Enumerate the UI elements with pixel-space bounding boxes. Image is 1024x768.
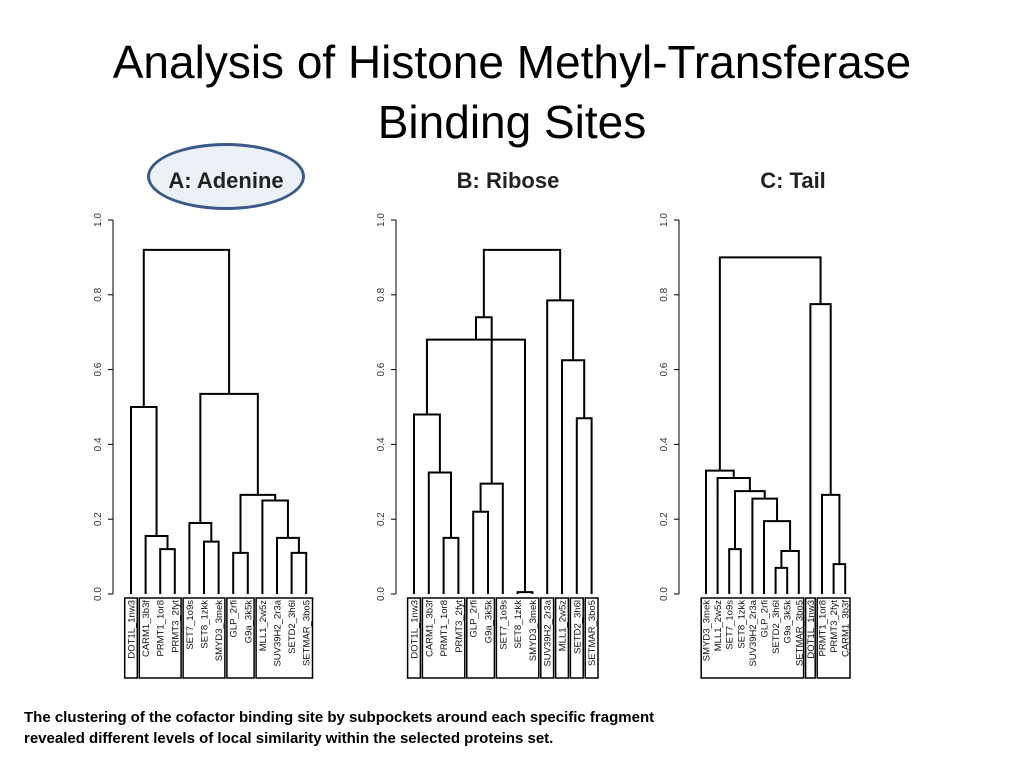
dendrogram-link xyxy=(481,484,503,594)
caption-line-1: The clustering of the cofactor binding site by subpockets around each specific fragment xyxy=(24,709,655,726)
dendrogram-link xyxy=(277,538,299,594)
leaf-label: PRMT1_1or8 xyxy=(155,600,167,657)
leaf-label: SET7_1o9s xyxy=(724,600,736,650)
y-tick-label: 1.0 xyxy=(376,213,387,227)
leaf-label: SMYD3_3mek xyxy=(527,600,539,662)
dendrogram-link xyxy=(204,542,219,594)
leaf-label: PRMT3_2fyt xyxy=(170,600,182,653)
leaf-label: SET7_1o9s xyxy=(498,600,510,650)
caption-line-2: revealed different levels of local similarity within the selected proteins set. xyxy=(24,730,554,747)
leaf-label: PRMT1_1or8 xyxy=(817,600,829,657)
dendrogram-link xyxy=(414,414,440,594)
leaf-label: SET8_1zkk xyxy=(199,600,211,649)
title-line-2: Binding Sites xyxy=(377,96,647,148)
leaf-label: SETMAR_3bo5 xyxy=(794,600,806,667)
y-tick-label: 0.6 xyxy=(659,362,670,377)
dendrogram-link xyxy=(429,472,451,594)
dendrogram-link xyxy=(292,553,307,594)
leaf-label: MLL1_2w5z xyxy=(257,600,269,652)
leaf-label: SETMAR_3bo5 xyxy=(587,600,599,667)
dendrogram-link xyxy=(834,564,846,594)
y-tick-label: 1.0 xyxy=(93,213,104,227)
y-tick-label: 0.4 xyxy=(659,437,670,452)
y-tick-label: 0.4 xyxy=(376,437,387,452)
dendrogram-link xyxy=(718,478,750,594)
dendrogram-link xyxy=(577,418,592,594)
leaf-label: SUV39H2_2r3a xyxy=(542,600,554,667)
leaf-label: SETMAR_3bo5 xyxy=(301,600,313,667)
dendrogram-link xyxy=(233,553,248,594)
leaf-label: MLL1_2w5z xyxy=(557,600,569,652)
y-tick-label: 0.6 xyxy=(376,362,387,377)
leaf-label: PRMT1_1or8 xyxy=(439,600,451,657)
leaf-label: PRMT3_2fyt xyxy=(453,600,465,653)
leaf-label: SMYD3_3mek xyxy=(701,600,713,662)
leaf-label: DOT1L_1nw3 xyxy=(409,600,421,659)
dendrogram-link xyxy=(200,394,257,523)
dendrogram-link xyxy=(764,521,790,594)
y-tick-label: 0.2 xyxy=(93,512,104,527)
title-line-1: Analysis of Histone Methyl-Transferase xyxy=(112,36,912,88)
dendrogram-link xyxy=(473,512,488,594)
dendrogram-link xyxy=(241,495,276,553)
dendrogram-link xyxy=(729,549,741,594)
leaf-label: SETD2_3h6l xyxy=(572,600,584,654)
leaf-label: SUV39H2_2r3a xyxy=(272,600,284,667)
y-tick-label: 0.2 xyxy=(659,512,670,527)
dendrogram-link xyxy=(476,317,492,483)
leaf-label: CARM1_3b3f xyxy=(141,600,153,658)
leaf-label: SUV39H2_2r3a xyxy=(747,600,759,667)
y-tick-label: 0.0 xyxy=(93,587,104,601)
dendrogram-link xyxy=(822,495,839,594)
leaf-label: CARM1_3b3f xyxy=(840,600,852,658)
y-tick-label: 0.8 xyxy=(93,287,104,302)
dendrogram-link xyxy=(518,592,533,594)
leaf-label: G9a_3k5k xyxy=(483,600,495,644)
leaf-label: SET8_1zkk xyxy=(736,600,748,649)
dendrogram-link xyxy=(781,551,798,594)
leaf-label: PRMT3_2fyt xyxy=(829,600,841,653)
panel-title-tail: C: Tail xyxy=(760,168,826,193)
dendrogram-link xyxy=(189,523,211,594)
dendrogram-link xyxy=(547,300,573,594)
leaf-label: GLP_2rfi xyxy=(468,600,480,638)
dendrogram-link xyxy=(810,304,830,594)
leaf-label: SMYD3_3mek xyxy=(214,600,226,662)
dendrogram-link xyxy=(144,250,229,407)
y-tick-label: 0.8 xyxy=(659,287,670,302)
figure-caption xyxy=(24,707,784,749)
leaf-label: G9a_3k5k xyxy=(243,600,255,644)
leaf-label: DOT1L_1nw3 xyxy=(805,600,817,659)
leaf-label: SET8_1zkk xyxy=(513,600,525,649)
dendrogram-link xyxy=(720,257,821,470)
dendrogram-link xyxy=(160,549,175,594)
y-tick-label: 0.0 xyxy=(659,587,670,601)
dendrogram-link xyxy=(131,407,157,594)
y-tick-label: 1.0 xyxy=(659,213,670,227)
leaf-label: SET7_1o9s xyxy=(184,600,196,650)
panel-title-adenine: A: Adenine xyxy=(168,168,284,193)
y-tick-label: 0.0 xyxy=(376,587,387,601)
dendrogram-link xyxy=(562,360,584,594)
leaf-label: GLP_2rfi xyxy=(228,600,240,638)
dendrogram-link xyxy=(262,501,288,595)
leaf-label: GLP_2rfi xyxy=(759,600,771,638)
dendrogram-link xyxy=(146,536,168,594)
dendrogram-link xyxy=(427,340,525,592)
dendrogram-link xyxy=(484,250,560,317)
dendrogram-link xyxy=(776,568,788,594)
y-tick-label: 0.4 xyxy=(93,437,104,452)
y-tick-label: 0.6 xyxy=(93,362,104,377)
leaf-label: SETD2_3h6l xyxy=(771,600,783,654)
panel-title-ribose: B: Ribose xyxy=(456,168,560,193)
dendrogram-link xyxy=(444,538,459,594)
y-tick-label: 0.8 xyxy=(376,287,387,302)
leaf-label: G9a_3k5k xyxy=(782,600,794,644)
leaf-label: SETD2_3h6l xyxy=(287,600,299,654)
leaf-label: MLL1_2w5z xyxy=(713,600,725,652)
leaf-label: CARM1_3b3f xyxy=(424,600,436,658)
y-tick-label: 0.2 xyxy=(376,512,387,527)
dendrogram-link xyxy=(735,491,765,549)
leaf-label: DOT1L_1nw3 xyxy=(126,600,138,659)
